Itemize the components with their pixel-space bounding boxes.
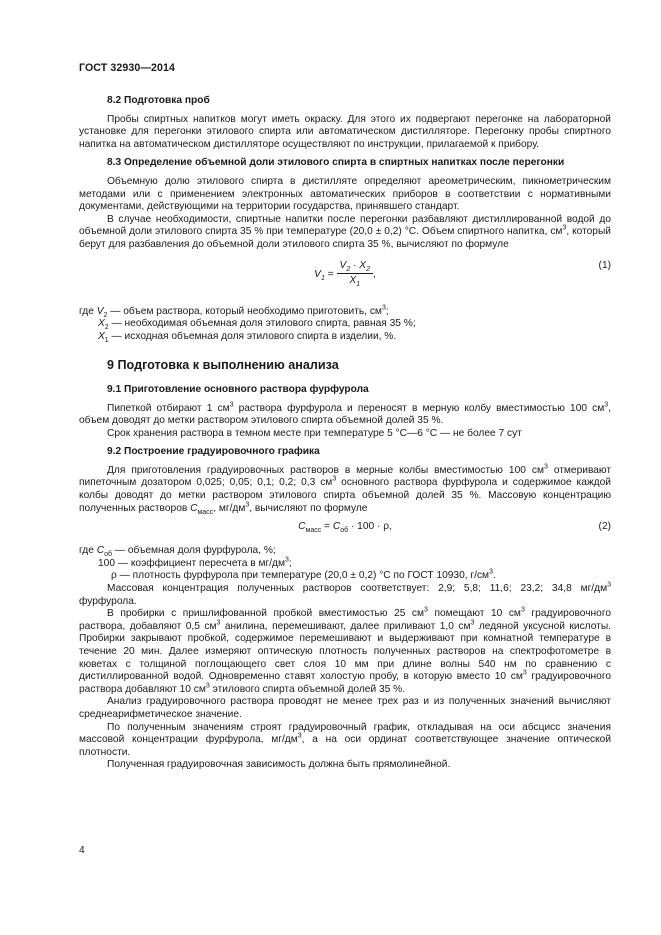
document-body	[79, 95, 611, 772]
formula-1-number: (1)	[598, 259, 611, 271]
section-9-1-paragraph-2: Срок хранения раствора в темном месте при температуре 5 °С—6 °С — не более 7 сут	[107, 427, 522, 439]
section-9-2-paragraph-5: По полученным значениям строят градуировочный график, откладывая на оси абсцисс значения массовой концентрации фурфурола, $мг/дм^3$, а на оси ординат соответствующее значение оптической плотности.	[79, 721, 612, 758]
section-9-title: 9 Подготовка к выполнению анализа	[107, 358, 339, 373]
section-9-2-paragraph-4: Анализ градуировочного раствора проводят не менее трех раз и из полученных значений вычисляют среднеарифметическое значение.	[79, 696, 611, 720]
formula-1-fraction: $\frac{V_2 \cdot X_2}{X_1}$	[337, 260, 373, 288]
section-9-2-paragraph-6: Полученная градуировочная зависимость должна быть прямолинейной.	[107, 759, 451, 771]
section-9-2-paragraph-3: В пробирки с пришлифованной пробкой вместимостью 25 $см^3$ помещают 10 $см^3$ градуировочного раствора, добавляют 0,5 $см^3$ анилина, перемешивают, далее приливают 1,0 $см^3$ ледяной уксусной кислоты. Пробирки закрывают пробкой, содержимое перемешивают и выдерживают при комнатной температуре в течение 20 мин. Далее измеряют оптическую плотность полученных растворов на спектрофотометре в кюветах с толщиной поглощающего свет слоя 10 мм при длине волны 540 нм по сравнению с дистиллированной водой. Одновременно ставят холостую пробу, в которую вместо 10 $см^3$ градуировочного раствора добавляют 10 $см^3$ этилового спирта объемной долей 35 %.	[79, 606, 612, 695]
section-9-2-paragraph-2: Массовая концентрация полученных растворов соответствует: 2,9; 5,8; 11,6; 23,2; 34,8 $мг/дм^3$ фурфурола.	[79, 581, 611, 607]
document-header: ГОСТ 32930—2014	[79, 62, 176, 74]
page-number: 4	[79, 845, 85, 856]
section-9-1-title: 9.1 Приготовление основного раствора фурфурола	[107, 383, 369, 395]
section-9-1-paragraph-1: Пипеткой отбирают 1 $см^3$ раствора фурфурола и переносят в мерную колбу вместимостью 100 $см^3$, объем доводят до метки раствором этилового спирта объемной долей 35 %.	[79, 401, 611, 427]
section-8-3-title: 8.3 Определение объемной доли этилового спирта в спиртных напитках после перегонки	[107, 157, 565, 169]
section-9-2-paragraph-1: Для приготовления градуировочных растворов в мерные колбы вместимостью 100 $см^3$ отмеривают пипеточным дозатором 0,025; 0,05; 0,1; 0,2; 0,3 $см^3$ основного раствора фурфурола и содержимое каждой колбы доводят до метки раствором этилового спирта объемной долей 35 %. Массовую концентрацию полученных растворов $С_{масс}$, $мг/дм^3$, вычисляют по формуле	[79, 463, 611, 516]
formula-2-number: (2)	[598, 521, 611, 533]
formula-1: $V_1$ = $\frac{V_2 \cdot X_2}{X_1}$ , (1)	[314, 259, 611, 289]
formula-2-legend: где $С_{об}$ — объемная доля фурфурола, %; 100 — коэффициент пересчета в $мг/дм^3$; ρ — плотность фурфурола при температуре (20,0 ± 0,2) °С по ГОСТ 10930, $г/см^3$.	[79, 545, 496, 582]
section-8-3-paragraph-1: Объемную долю этилового спирта в дистилляте определяют ареометрическим, пикнометрическим методами или с применением электронных автоматических приборов в соответствии с нормативными документами, действующими на территории государства, принявшего стандарт.	[79, 175, 611, 213]
section-8-3-paragraph-2: В случае необходимости, спиртные напитки после перегонки разбавляют дистиллированной водой до объемной доли этилового спирта 35 % при температуре (20,0 ± 0,2) °С. Объем спиртного напитка, $см^3$, который берут для разбавления до объемной доли этилового спирта 35 %, вычисляют по формуле	[79, 213, 611, 250]
section-8-2-title: 8.2 Подготовка проб	[107, 95, 210, 106]
formula-1-legend: где $V_2$ — объем раствора, который необходимо приготовить, $см^3$; $X_2$ — необходимая объемная доля этилового спирта, равная 35 %; $X_1$ — исходная объемная доля этилового спирта в изделии, %.	[79, 304, 416, 344]
formula-2: $C_{масс} = C_{об} \cdot 100 \cdot \rho$, (2)	[298, 521, 611, 535]
section-8-2-paragraph: Пробы спиртных напитков могут иметь окраску. Для этого их подвергают перегонке на лабораторной установке для перегонки этилового спирта или автоматическом дистилляторе. Перегонку пробы спиртного напитка на автоматическом дистилляторе осуществляют по инструкции, прилагаемой к прибору.	[79, 113, 611, 150]
section-9-2-title: 9.2 Построение градуировочного графика	[107, 446, 320, 458]
